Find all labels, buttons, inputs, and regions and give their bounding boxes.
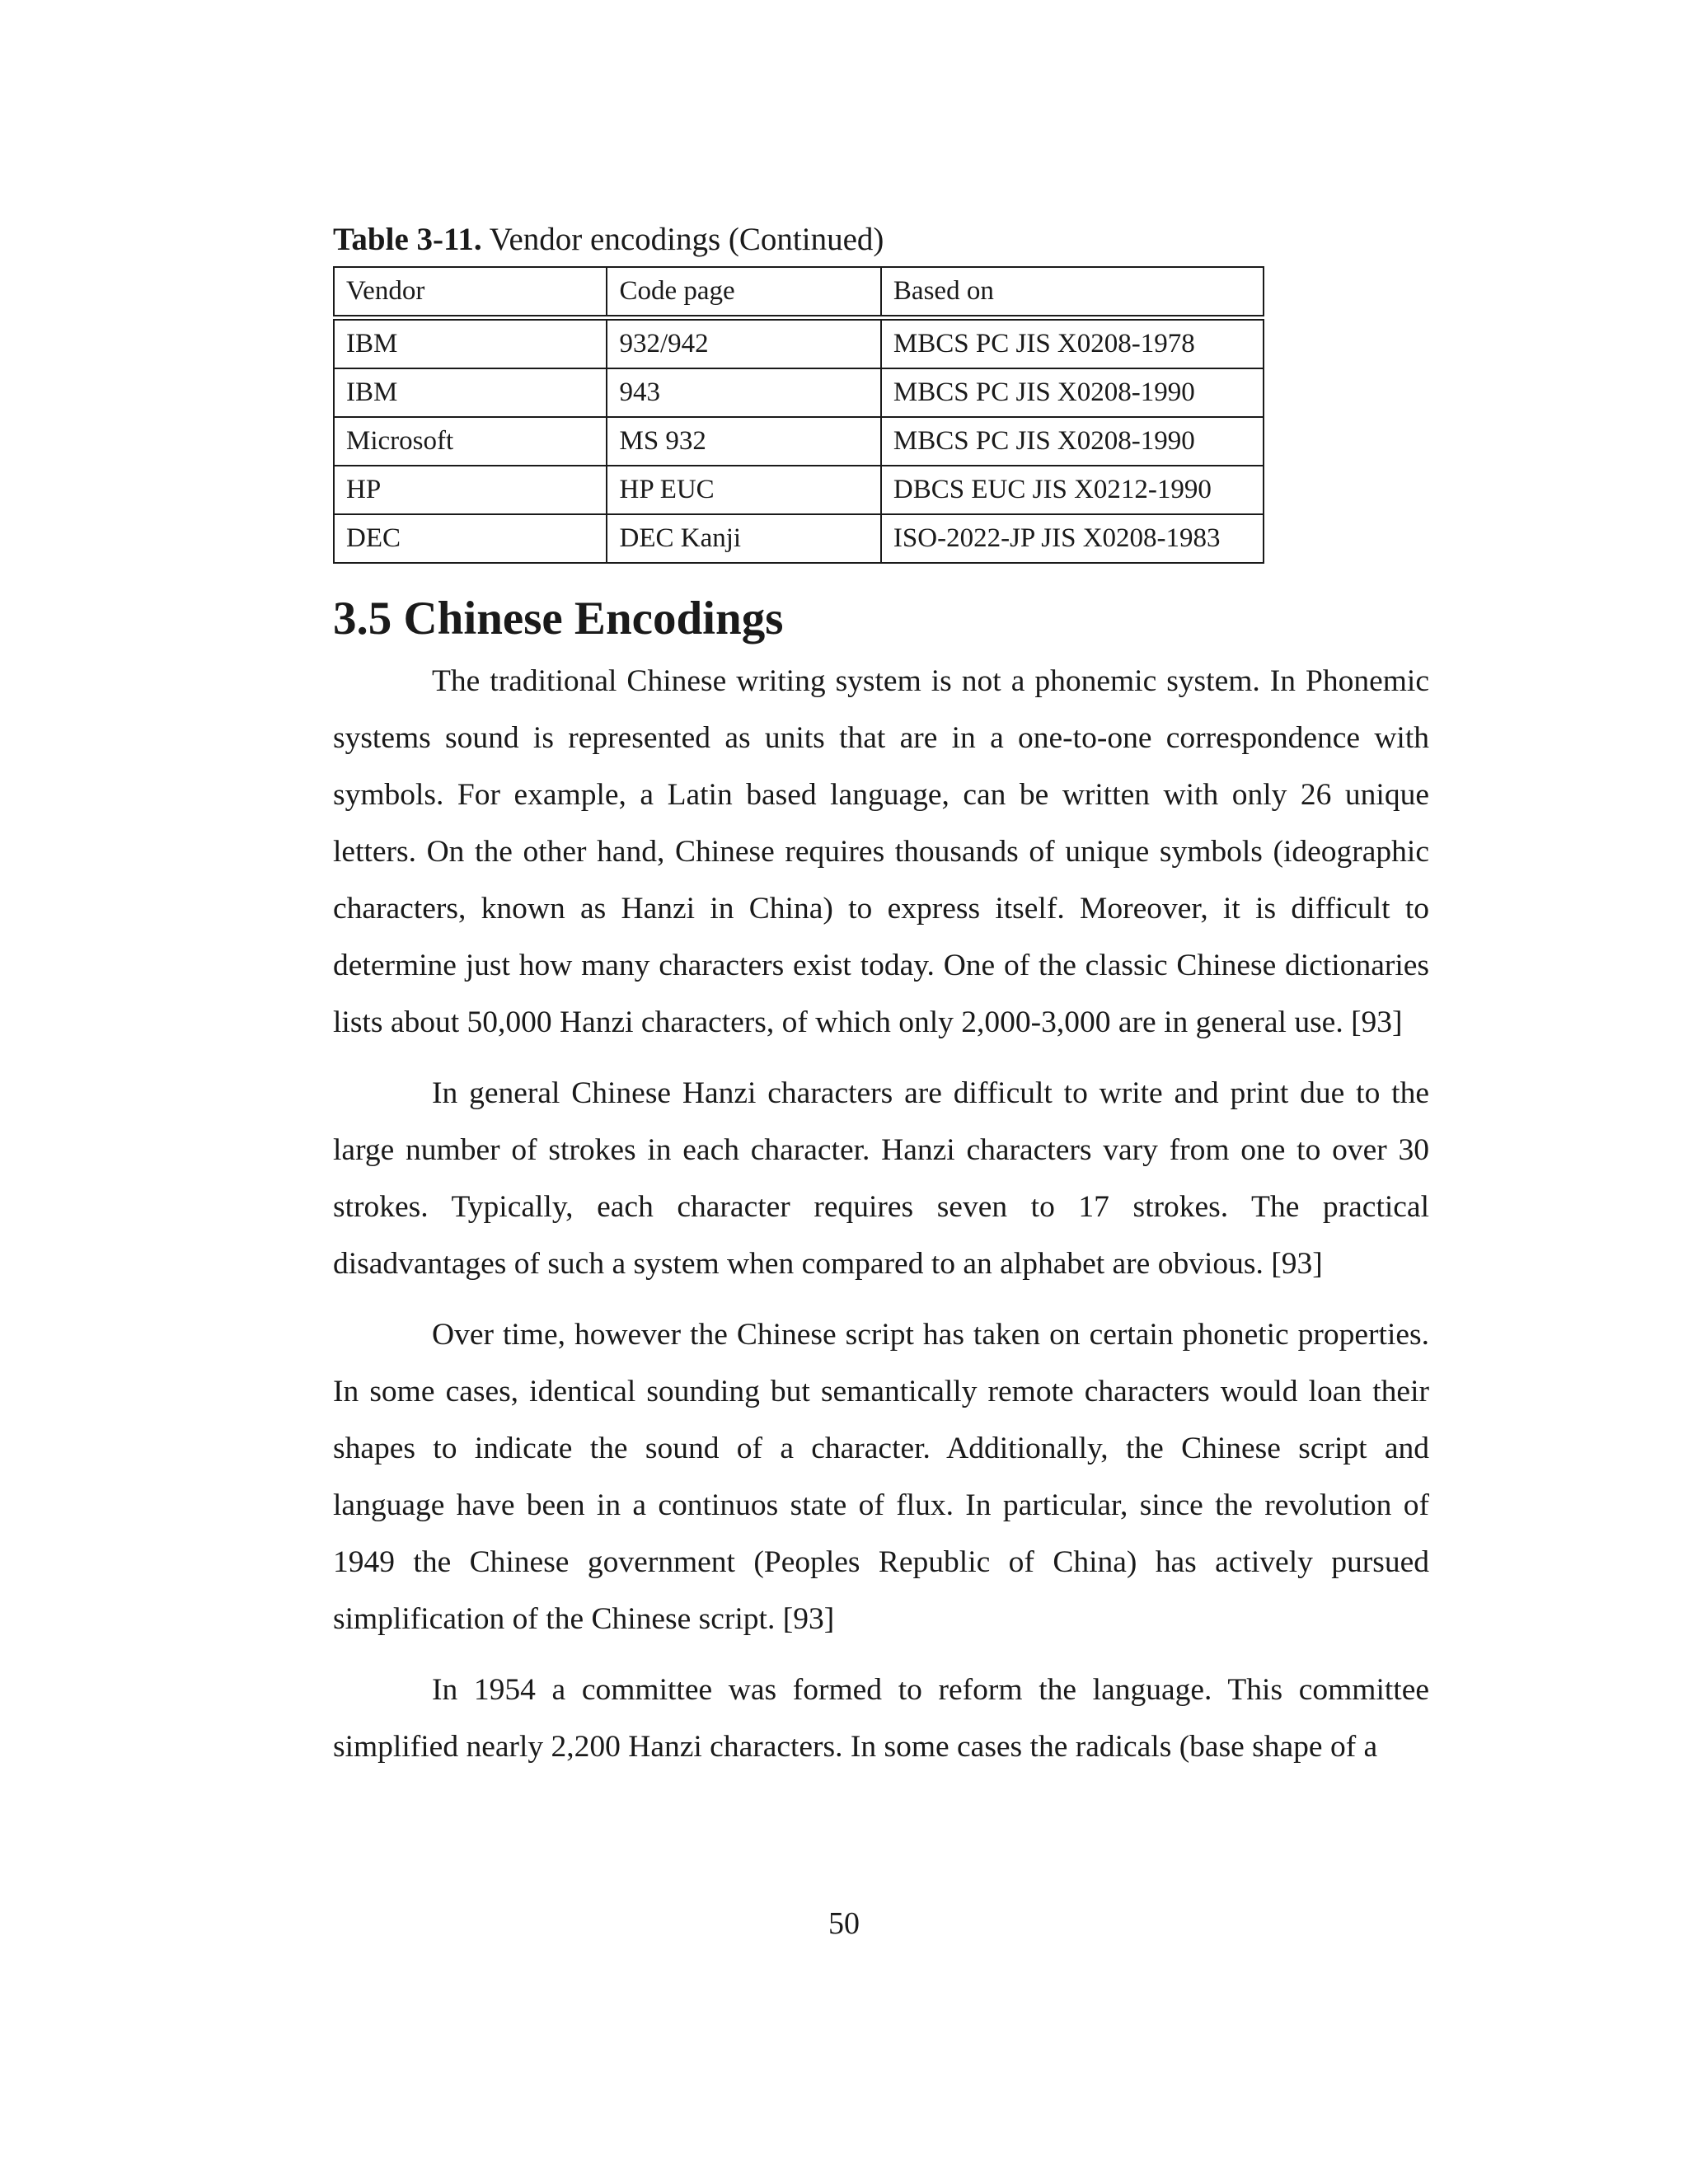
cell-vendor: Microsoft bbox=[334, 417, 607, 466]
paragraph: Over time, however the Chinese script has taken on certain phonetic properties. In some cases, identical sounding but semantically remote characters would loan their shapes to indicate the sound of a character. Additionally, the Chinese script and language have been in a continuos state of flux. In particular, since the revolution of 1949 the Chinese government (Peoples Republic of China) has actively pursued simplification of the Chinese script. [93] bbox=[333, 1318, 1429, 1637]
table-row bbox=[334, 514, 1264, 563]
cell-code-page: HP EUC bbox=[607, 466, 880, 514]
cell-based-on: ISO-2022-JP JIS X0208-1983 bbox=[881, 514, 1264, 563]
column-header-code-page: Code page bbox=[607, 267, 880, 318]
cell-based-on: MBCS PC JIS X0208-1990 bbox=[881, 368, 1264, 417]
column-header-vendor: Vendor bbox=[334, 267, 607, 318]
page-content bbox=[333, 221, 1429, 1789]
table-row bbox=[334, 368, 1264, 417]
page-number: 50 bbox=[828, 1906, 860, 1941]
table-row bbox=[334, 317, 1264, 368]
cell-vendor: DEC bbox=[334, 514, 607, 563]
paragraph: The traditional Chinese writing system is not a phonemic system. In Phonemic systems sound is represented as units that are in a one-to-one correspondence with symbols. For example, a Latin based language, can be written with only 26 unique letters. On the other hand, Chinese requires thousands of unique symbols (ideographic characters, known as Hanzi in China) to express itself. Moreover, it is difficult to determine just how many characters exist today. One of the classic Chinese dictionaries lists about 50,000 Hanzi characters, of which only 2,000-3,000 are in general use. [93] bbox=[333, 664, 1429, 1040]
cell-code-page: MS 932 bbox=[607, 417, 880, 466]
column-header-based-on: Based on bbox=[881, 267, 1264, 318]
cell-code-page: 932/942 bbox=[607, 317, 880, 368]
cell-vendor: IBM bbox=[334, 317, 607, 368]
cell-code-page: DEC Kanji bbox=[607, 514, 880, 563]
table-caption-text: Vendor encodings (Continued) bbox=[489, 222, 884, 257]
section-heading: 3.5 Chinese Encodings bbox=[333, 592, 784, 644]
table-row bbox=[334, 466, 1264, 514]
cell-based-on: MBCS PC JIS X0208-1978 bbox=[881, 317, 1264, 368]
cell-based-on: DBCS EUC JIS X0212-1990 bbox=[881, 466, 1264, 514]
table-caption bbox=[333, 221, 1429, 260]
table-header-row bbox=[334, 267, 1264, 318]
paragraph: In general Chinese Hanzi characters are difficult to write and print due to the large number of strokes in each character. Hanzi characters vary from one to over 30 strokes. Typically, each character requires seven to 17 strokes. The practical disadvantages of such a system when compared to an alphabet are obvious. [93] bbox=[333, 1076, 1429, 1282]
table-row bbox=[334, 417, 1264, 466]
cell-vendor: HP bbox=[334, 466, 607, 514]
paragraph: In 1954 a committee was formed to reform the language. This committee simplified nearly 2,200 Hanzi characters. In some cases the radicals (base shape of a bbox=[333, 1673, 1429, 1765]
vendor-encodings-table bbox=[333, 266, 1264, 564]
cell-code-page: 943 bbox=[607, 368, 880, 417]
cell-based-on: MBCS PC JIS X0208-1990 bbox=[881, 417, 1264, 466]
cell-vendor: IBM bbox=[334, 368, 607, 417]
section-body bbox=[333, 653, 1429, 1775]
table-caption-label: Table 3-11. bbox=[333, 222, 482, 257]
